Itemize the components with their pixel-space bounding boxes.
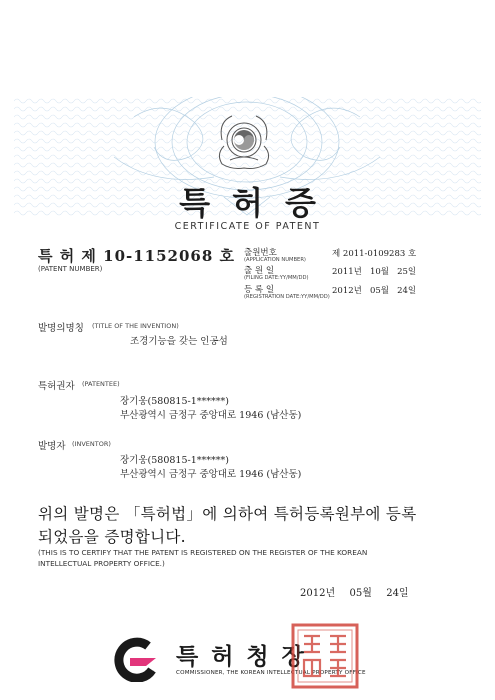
certificate-subtitle: CERTIFICATE OF PATENT xyxy=(174,221,321,232)
certification-text-line2: 되었음을 증명합니다. xyxy=(38,528,186,546)
issue-date: 2012년 05월 24일 xyxy=(300,588,409,599)
application-number-label-en: (APPLICATION NUMBER) xyxy=(244,257,306,263)
application-number-label: 출원번호 xyxy=(244,248,277,258)
inventor-address: 부산광역시 금정구 중앙대로 1946 (남산동) xyxy=(120,469,302,480)
certification-en-line2: INTELLECTUAL PROPERTY OFFICE.) xyxy=(38,559,165,568)
kipo-logo-icon xyxy=(108,636,162,682)
commissioner-title-en: COMMISSIONER, THE KOREAN INTELLECTUAL PROPERTY OFFICE xyxy=(176,670,366,676)
registration-date-label-en: (REGISTRATION DATE:YY/MM/DD) xyxy=(244,294,330,300)
patentee-label-en: (PATENTEE) xyxy=(82,380,120,388)
registration-date-value: 2012년 05월 24일 xyxy=(332,286,417,296)
patentee-label: 특허권자 xyxy=(38,381,75,392)
patentee-address: 부산광역시 금정구 중앙대로 1946 (남산동) xyxy=(120,410,302,421)
inventor-label-en: (INVENTOR) xyxy=(72,440,111,448)
registration-date-label: 등 록 일 xyxy=(244,285,275,295)
invention-title-label-en: (TITLE OF THE INVENTION) xyxy=(92,322,179,330)
national-emblem-icon xyxy=(208,110,280,178)
inventor-label: 발명자 xyxy=(38,441,66,452)
filing-date-value: 2011년 10월 25일 xyxy=(332,267,417,277)
filing-date-label: 출 원 일 xyxy=(244,266,275,276)
patent-number-label-en: (PATENT NUMBER) xyxy=(38,265,103,273)
commissioner-title: 특허청장 xyxy=(176,644,317,670)
invention-title-label: 발명의명칭 xyxy=(38,323,84,334)
patentee-name: 장기웅(580815-1******) xyxy=(120,396,229,407)
certification-en-line1: (THIS IS TO CERTIFY THAT THE PATENT IS REGISTERED ON THE REGISTER OF THE KOREAN xyxy=(38,548,368,557)
filing-date-label-en: (FILING DATE:YY/MM/DD) xyxy=(244,275,309,281)
invention-title-value: 조경기능을 갖는 인공섬 xyxy=(130,336,228,347)
application-number-value: 제 2011-0109283 호 xyxy=(332,249,417,259)
certificate-title: 특허증 xyxy=(179,184,338,222)
inventor-name: 장기웅(580815-1******) xyxy=(120,455,229,466)
certification-text-line1: 위의 발명은 「특허법」에 의하여 특허등록원부에 등록 xyxy=(38,505,417,523)
official-seal-stamp xyxy=(290,622,360,690)
patent-number: 특 허 제 10-1152068 호 xyxy=(38,247,236,265)
